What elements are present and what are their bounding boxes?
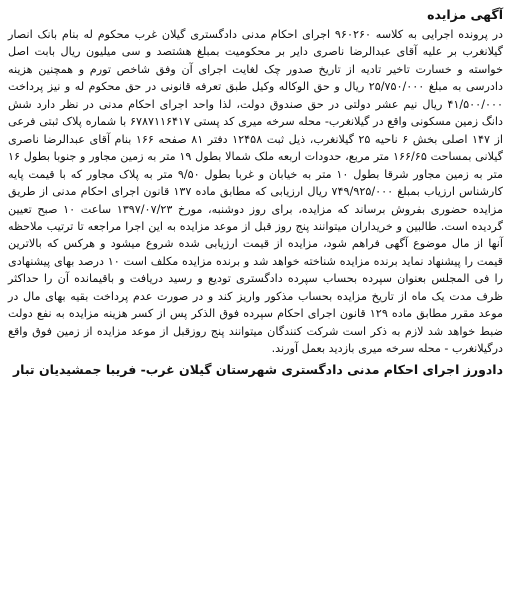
notice-body: در پرونده اجرایی به کلاسه ۹۶۰۲۶۰ اجرای احکام مدنی دادگستری گیلان غرب محکوم له بنام بانک انصار گیلانغرب بر علیه آقای عبدالرضا ناصری دایر بر محکومیت بمبلغ هشتصد و سی میلیون ریال بابت اصل خواسته و خسارت تاخیر تادیه از تاریخ صدور چک لغایت اجرای آن وفق شاخص تورم و همچنین هزینه دادرسی به مبلغ ۲۵/۷۵۰/۰۰۰ ریال و حق الوکاله وکیل طبق تعرفه قانونی در حق محکوم له و نیز پرداخت ۴۱/۵۰۰/۰۰۰ ریال نیم عشر دولتی در حق صندوق دولت، لذا واحد اجرای احکام مدنی در نظر دارد شش دانگ زمین مسکونی واقع در گیلانغرب- محله سرخه میری کد پستی ۶۷۸۷۱۱۶۴۱۷ با شماره پلاک ثبتی فرعی از ۱۴۷ اصلی بخش ۶ ناحیه ۲۵ گیلانغرب، ذیل ثبت ۱۲۴۵۸ دفتر ۸۱ صفحه ۱۶۶ بنام آقای عبدالرضا ناصری گیلانی بمساحت ۱۶۶/۶۵ متر مربع، حدودات اربعه ملک شمالا بطول ۱۹ متر به زمین مجاور و جنوبا بطول ۱۶ متر به زمین مجاور شرقا بطول ۱۰ متر به خیابان و غربا بطول ۹/۵۰ متر به پلاک مجاور که با قیمت پایه کارشناس ارزیاب بمبلغ ۷۴۹/۹۲۵/۰۰۰ ریال ارزیابی که مطابق ماده ۱۳۷ قانون اجرای احکام مدنی از طریق مزایده حضوری بفروش برساند که مزایده، برای روز دوشنبه، مورخ ۱۳۹۷/۰۷/۲۳ ساعت ۱۰ صبح تعیین گردیده است. طالبین و خریداران میتوانند پنج روز قبل از موعد مزایده به این اجرا مراجعه تا ترتیب ملاحظه آنها از مال موضوع آگهی فراهم شود، مزایده از قیمت ارزیابی شده شروع میشود و هرکس که بالاترین قیمت را پیشنهاد نماید برنده مزایده شناخته خواهد شد و برنده مزایده مکلف است ۱۰ درصد بهای پیشنهادی را فی المجلس بعنوان سپرده بحساب سپرده دادگستری تودیع و رسید دریافت و باقیمانده آن را حداکثر ظرف مدت یک ماه از تاریخ مزایده بحساب مذکور واریز کند و در صورت عدم پرداخت بقیه بهای مال در موعد مقرر مطابق ماده ۱۲۹ قانون اجرای احکام سپرده فوق الذکر پس از کسر هزینه مزایده به نفع دولت ضبط خواهد شد لازم به ذکر است شرکت کنندگان میتوانند پنج روزقبل از موعد مزایده از زمین فوق واقع درگیلانغرب - محله سرخه میری بازدید بعمل آورند. [8,28,503,356]
notice-title: آگهی مزایده [427,7,503,22]
notice-signature: دادورز اجرای احکام مدنی دادگستری شهرستان گیلان غرب- فریبا جمشیدیان تبار [12,361,503,377]
